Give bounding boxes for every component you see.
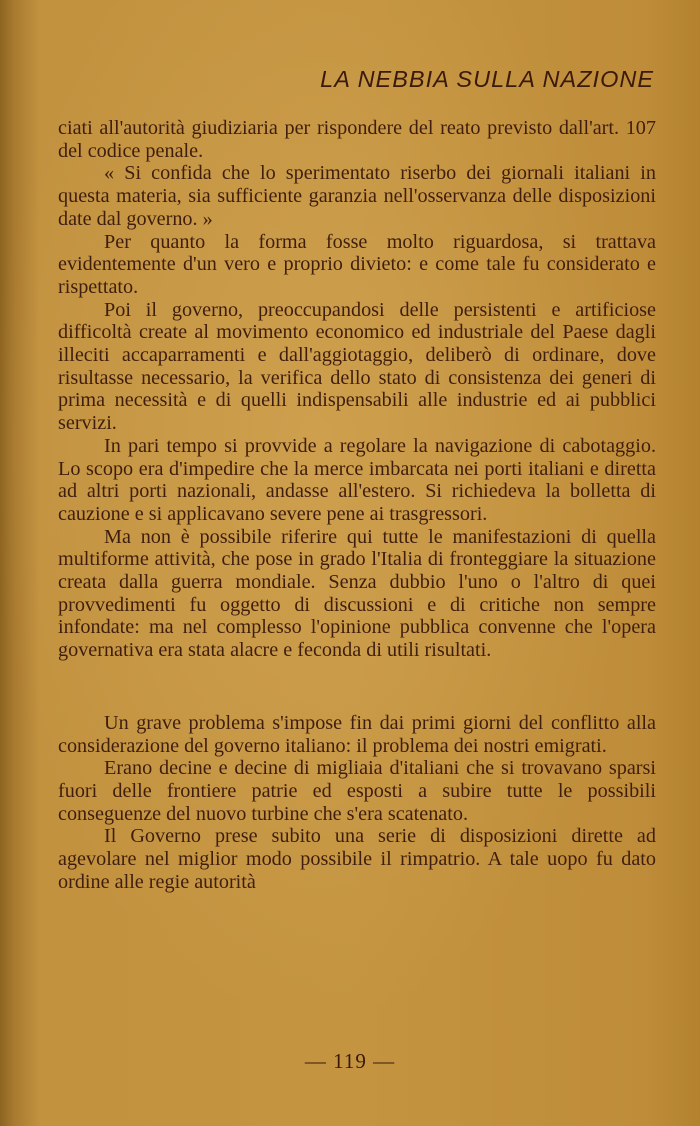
paragraph: Un grave problema s'impose fin dai primi giorni del conflitto alla considerazione del governo italiano: il problema dei nostri emigrati. bbox=[58, 711, 656, 757]
section-break bbox=[58, 662, 656, 712]
paragraph-continuation: ciati all'autorità giudiziaria per rispondere del reato previsto dall'art. 107 del codice penale. bbox=[58, 117, 656, 162]
paragraph-quote: « Si confida che lo sperimentato riserbo dei giornali italiani in questa materia, sia sufficiente garanzia nell'osservanza delle disposizioni date dal governo. » bbox=[58, 162, 656, 230]
paragraph: Erano decine e decine di migliaia d'italiani che si trovavano sparsi fuori delle frontiere patrie ed esposti a subire tutte le possibili conseguenze del nuovo turbine che s'era scatenato. bbox=[58, 757, 656, 825]
body-text bbox=[58, 117, 656, 894]
paragraph: In pari tempo si provvide a regolare la navigazione di cabotaggio. Lo scopo era d'impedire che la merce imbarcata nei porti italiani e diretta ad altri porti nazionali, andasse all'estero. Si richiedeva la bolletta di cauzione e si applicavano severe pene ai trasgressori. bbox=[58, 434, 656, 525]
paragraph: Per quanto la forma fosse molto riguardosa, si trattava evidentemente d'un vero e proprio divieto: e come tale fu considerato e rispettato. bbox=[58, 230, 656, 298]
paragraph: Poi il governo, preoccupandosi delle persistenti e artificiose difficoltà create al movimento economico ed industriale del Paese dagli illeciti accaparramenti e dall'aggiotaggio, deliberò di ordinare, dove risultasse necessario, la verifica dello stato di consistenza dei generi di prima necessità e di quelli indispensabili alle industrie ed ai pubblici servizi. bbox=[58, 298, 656, 435]
page-number: — 119 — bbox=[304, 1049, 396, 1073]
running-header: LA NEBBIA SULLA NAZIONE bbox=[320, 66, 654, 92]
paragraph: Ma non è possibile riferire qui tutte le manifestazioni di quella multiforme attività, che pose in grado l'Italia di fronteggiare la situazione creata dalla guerra mondiale. Senza dubbio l'uno o l'altro di quei provvedimenti fu oggetto di discussioni e di critiche non sempre infondate: ma nel complesso l'opinione pubblica convenne che l'opera governativa era stata alacre e feconda di utili risultati. bbox=[58, 525, 656, 662]
paragraph: Il Governo prese subito una serie di disposizioni dirette ad agevolare nel miglior modo possibile il rimpatrio. A tale uopo fu dato ordine alle regie autorità bbox=[58, 825, 656, 893]
